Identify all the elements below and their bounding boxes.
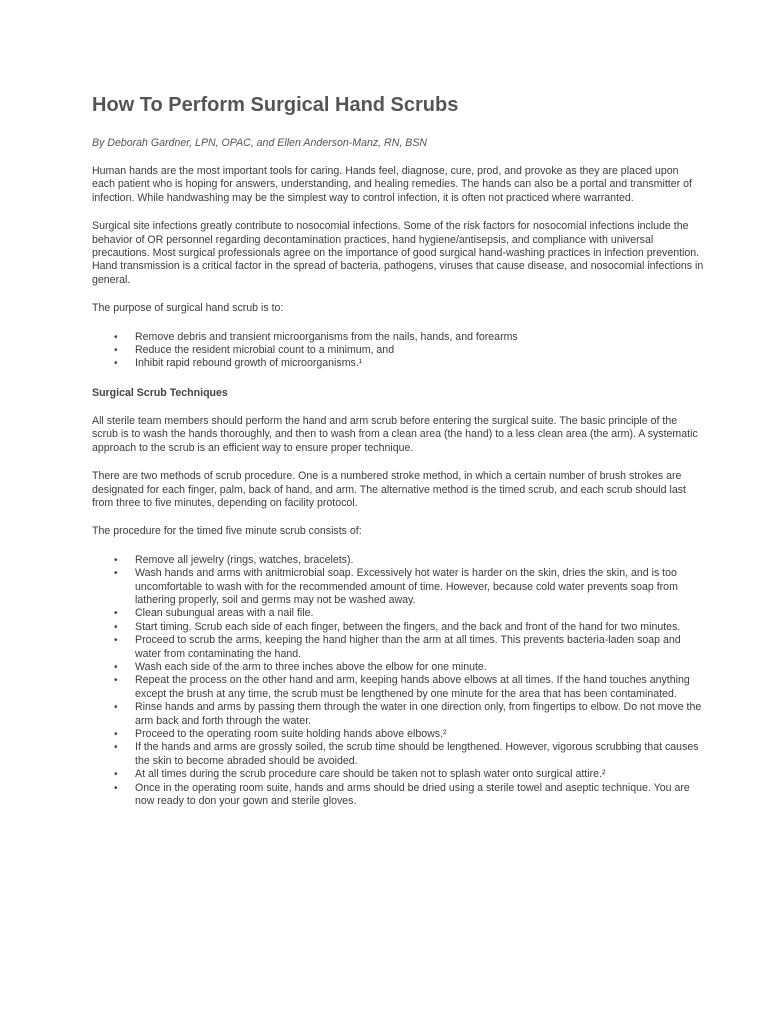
list-item: • At all times during the scrub procedure care should be taken not to splash water onto surgical attire.² bbox=[114, 768, 606, 781]
list-item: • Wash hands and arms with anitmicrobial soap. Excessively hot water is harder on the skin, dries the skin, and is too uncomfortable to wash with for the recommended amount of time. However, because cold water prevents soap from lathering properly, soil and germs may not be washed away. bbox=[114, 567, 678, 606]
list-item: • Proceed to the operating room suite holding hands above elbows.² bbox=[114, 728, 447, 740]
list-item: • Clean subungual areas with a nail file. bbox=[114, 607, 314, 620]
bullet-icon: • bbox=[114, 568, 118, 580]
bullet-icon: • bbox=[114, 782, 118, 794]
bullet-icon: • bbox=[114, 554, 118, 566]
bullet-icon: • bbox=[114, 358, 118, 370]
bullet-icon: • bbox=[114, 345, 118, 357]
bullet-icon: • bbox=[114, 331, 118, 343]
bullet-icon: • bbox=[114, 635, 118, 647]
document-page bbox=[92, 92, 704, 808]
list-item: • Once in the operating room suite, hands and arms should be dried using a sterile towel and aseptic technique. You are now ready to don your gown and sterile gloves. bbox=[114, 781, 690, 808]
infection-paragraph: Surgical site infections greatly contribute to nosocomial infections. Some of the risk factors for nosocomial infections include the behavior of OR personnel regarding decontamination practices, hand hygiene/antisepsis, and compliance with universal precautions. Most surgical professionals agree on the importance of good surgical hand-washing practices in infection prevention. Hand transmission is a critical factor in the spread of bacteria, pathogens, viruses that cause disease, and nosocomial infections in general. bbox=[92, 220, 704, 286]
purpose-intro: The purpose of surgical hand scrub is to: bbox=[92, 302, 284, 315]
section-heading: Surgical Scrub Techniques bbox=[92, 386, 228, 399]
procedure-list bbox=[92, 554, 704, 809]
bullet-icon: • bbox=[114, 661, 118, 673]
purpose-list bbox=[92, 331, 704, 371]
list-item: • Proceed to scrub the arms, keeping the hand higher than the arm at all times. This prevents bacteria-laden soap and water from contaminating the hand. bbox=[114, 634, 681, 660]
list-item: • Reduce the resident microbial count to a minimum, and bbox=[114, 344, 395, 357]
bullet-icon: • bbox=[114, 621, 118, 633]
bullet-icon: • bbox=[114, 608, 118, 620]
procedure-intro: The procedure for the timed five minute scrub consists of: bbox=[92, 525, 362, 538]
intro-paragraph: Human hands are the most important tools for caring. Hands feel, diagnose, cure, prod, and provoke as they are placed upon each patient who is hoping for answers, understanding, and healing remedies. The hands can also be a portal and transmitter of infection. While handwashing may be the simplest way to control infection, it is often not practiced where warranted. bbox=[92, 165, 692, 204]
bullet-icon: • bbox=[114, 769, 118, 781]
list-item: • Wash each side of the arm to three inches above the elbow for one minute. bbox=[114, 660, 487, 673]
list-item: • If the hands and arms are grossly soiled, the scrub time should be lengthened. However, vigorous scrubbing that causes the skin to become abraded should be avoided. bbox=[114, 741, 699, 767]
list-item: • Remove all jewelry (rings, watches, bracelets). bbox=[114, 553, 354, 566]
list-item: • Inhibit rapid rebound growth of microorganisms.¹ bbox=[114, 357, 363, 370]
bullet-icon: • bbox=[114, 702, 118, 714]
list-item: • Start timing. Scrub each side of each finger, between the fingers, and the back and front of the hand for two minutes. bbox=[114, 620, 681, 633]
scrub-principle-paragraph: All sterile team members should perform the hand and arm scrub before entering the surgical suite. The basic principle of the scrub is to wash the hands thoroughly, and then to wash from a clean area (the hand) to a less clean area (the arm). A systematic approach to the scrub is an efficient way to ensure proper technique. bbox=[92, 414, 698, 454]
page-title: How To Perform Surgical Hand Scrubs bbox=[92, 94, 459, 116]
bullet-icon: • bbox=[114, 742, 118, 754]
scrub-methods-paragraph: There are two methods of scrub procedure. One is a numbered stroke method, in which a certain number of brush strokes are designated for each finger, palm, back of hand, and arm. The alternative method is the timed scrub, and each scrub should last from three to five minutes, depending on facility protocol. bbox=[92, 470, 686, 509]
list-item: • Rinse hands and arms by passing them through the water in one direction only, from fingertips to elbow. Do not move the arm back and forth through the water. bbox=[114, 701, 702, 727]
bullet-icon: • bbox=[114, 729, 118, 740]
bullet-icon: • bbox=[114, 675, 118, 687]
list-item: • Repeat the process on the other hand and arm, keeping hands above elbows at all times. If the hand touches anything except the brush at any time, the scrub must be lengthened by one minute for the area that has been contaminated. bbox=[114, 674, 690, 700]
author-byline: By Deborah Gardner, LPN, OPAC, and Ellen Anderson-Manz, RN, BSN bbox=[92, 137, 428, 149]
list-item: • Remove debris and transient microorganisms from the nails, hands, and forearms bbox=[114, 330, 518, 343]
